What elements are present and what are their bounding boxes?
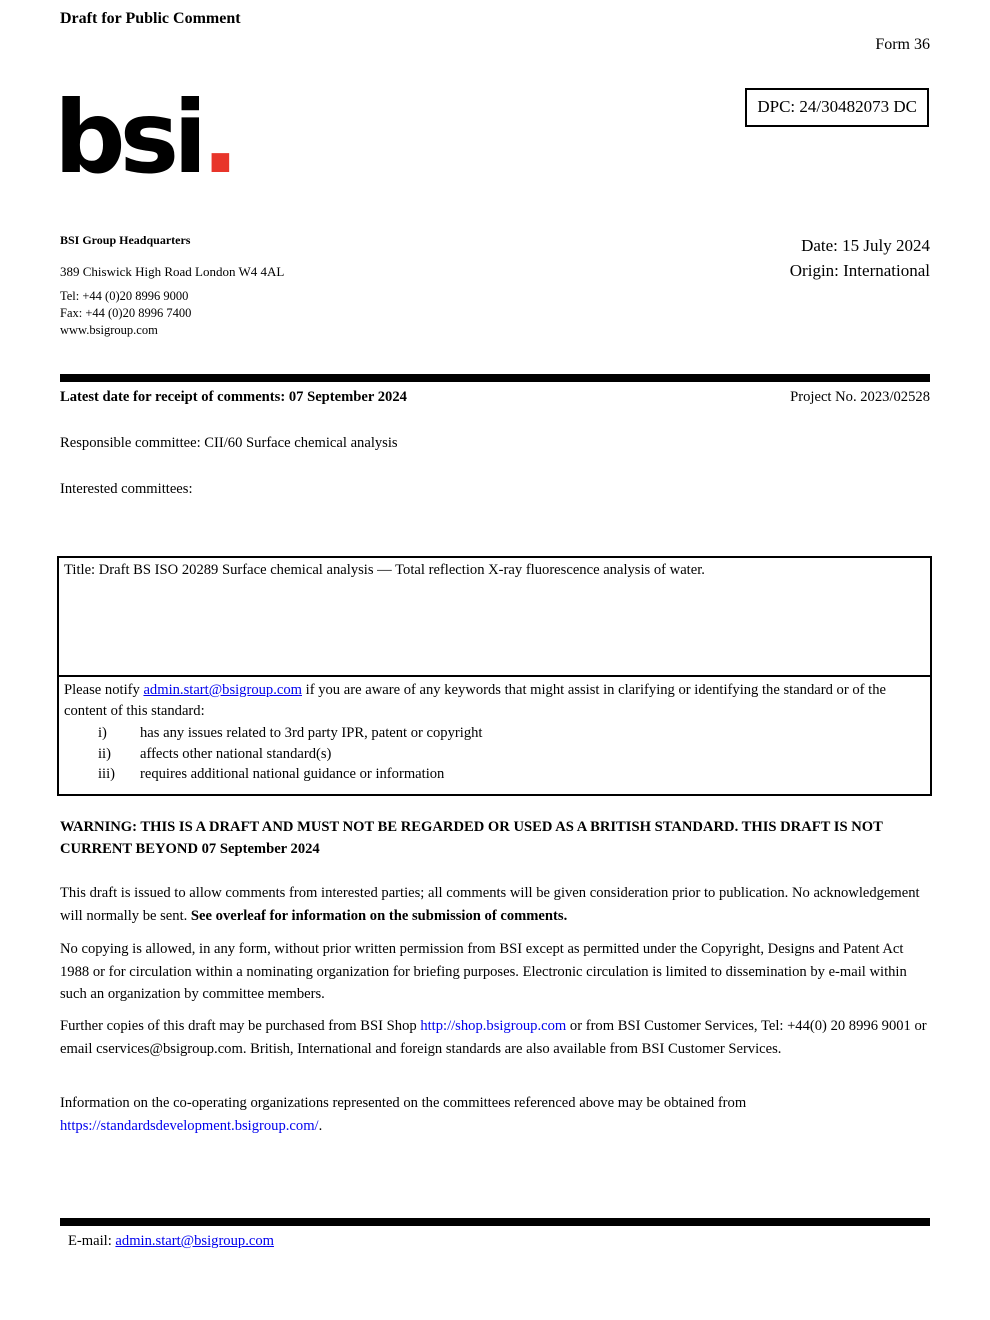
- headquarters-website: www.bsigroup.com: [60, 323, 158, 337]
- further-copies-paragraph: [60, 1015, 934, 1060]
- draft-warning-text: WARNING: THIS IS A DRAFT AND MUST NOT BE REGARDED OR USED AS A BRITISH STANDARD. THIS DRAFT IS NOT CURRENT BEYOND 07 September 2024: [60, 819, 883, 857]
- keywords-notify-box: [57, 677, 932, 796]
- bsi-logo-dot: .: [201, 79, 240, 196]
- draft-issued-paragraph: [60, 882, 934, 927]
- draft-issued-text: This draft is issued to allow comments from interested parties; all comments will be given consideration prior to publication. No acknowledgement will normally be sent.: [60, 885, 920, 924]
- footer-email-line: [68, 1233, 274, 1250]
- headquarters-tel: Tel: +44 (0)20 8996 9000: [60, 289, 189, 303]
- headquarters-address: 389 Chiswick High Road London W4 4AL: [60, 264, 285, 279]
- headquarters-title: BSI Group Headquarters: [60, 233, 191, 247]
- dpc-number-box: DPC: 24/30482073 DC: [745, 88, 929, 127]
- draft-for-public-comment-label: Draft for Public Comment: [60, 10, 241, 27]
- list-item-text: requires additional national guidance or information: [140, 766, 445, 782]
- notify-email-link[interactable]: admin.start@bsigroup.com: [143, 682, 302, 698]
- standards-development-link[interactable]: https://standardsdevelopment.bsigroup.com/: [60, 1117, 319, 1134]
- interested-committees-line: Interested committees:: [60, 481, 193, 497]
- document-date: Date: 15 July 2024: [801, 236, 930, 255]
- list-item-number: iii): [98, 766, 116, 782]
- footer-email-label: E-mail:: [68, 1233, 116, 1249]
- headquarters-fax: Fax: +44 (0)20 8996 7400: [60, 306, 192, 320]
- list-item-text: has any issues related to 3rd party IPR, patent or copyright: [140, 725, 483, 741]
- bsi-logo-text: bsi: [54, 79, 202, 196]
- further-copies-text-start: Further copies of this draft may be purchased from BSI Shop: [60, 1018, 421, 1034]
- notify-text-prefix: Please notify: [64, 682, 144, 698]
- no-copying-paragraph: No copying is allowed, in any form, without prior written permission from BSI except as permitted under the Copyright, Designs and Patent Act 1988 or for circulation within a nominating organization for briefing purposes. Electronic circulation is limited to dissemination by e-mail within such an organization by committee members.: [60, 941, 907, 1002]
- list-item: [64, 744, 925, 765]
- document-origin: Origin: International: [789, 261, 930, 280]
- responsible-committee-line: Responsible committee: CII/60 Surface chemical analysis: [60, 435, 398, 451]
- notify-text-suffix: if you are aware of any keywords that might assist in clarifying or identifying the standard or of the content of this standard:: [64, 682, 886, 719]
- list-item-text: affects other national standard(s): [140, 745, 332, 762]
- cooperating-organizations-paragraph: [60, 1092, 934, 1137]
- headquarters-block: [60, 233, 284, 339]
- horizontal-rule-top: [60, 374, 930, 382]
- bsi-shop-link[interactable]: http://shop.bsigroup.com: [420, 1018, 567, 1034]
- list-item: [64, 723, 925, 744]
- bsi-logo: [54, 79, 240, 196]
- list-item-number: ii): [98, 745, 111, 762]
- date-origin-block: [790, 233, 930, 283]
- see-overleaf-text: See overleaf for information on the submission of comments.: [190, 907, 568, 924]
- footer-email-link[interactable]: admin.start@bsigroup.com: [115, 1233, 274, 1249]
- notify-keywords-list: [64, 723, 925, 785]
- list-item-number: i): [98, 725, 107, 741]
- horizontal-rule-bottom: [60, 1218, 930, 1226]
- latest-date-for-comments: Latest date for receipt of comments: 07 September 2024: [60, 389, 407, 405]
- info-text-start: Information on the co-operating organizations represented on the committees referenced above may be obtained from: [60, 1095, 747, 1111]
- standard-title-box: Title: Draft BS ISO 20289 Surface chemical analysis — Total reflection X-ray fluorescence analysis of water.: [57, 556, 932, 677]
- list-item: [64, 764, 925, 785]
- project-number: Project No. 2023/02528: [790, 389, 930, 405]
- form-number: Form 36: [875, 36, 930, 53]
- further-copies-text-end: or from BSI Customer Services, Tel: +44(0) 20 8996 9001 or email cservices@bsigroup.com. British, International and foreign standards are also available from BSI Customer Services.: [60, 1018, 927, 1057]
- info-text-end: .: [318, 1117, 323, 1134]
- comments-deadline-row: [60, 389, 930, 406]
